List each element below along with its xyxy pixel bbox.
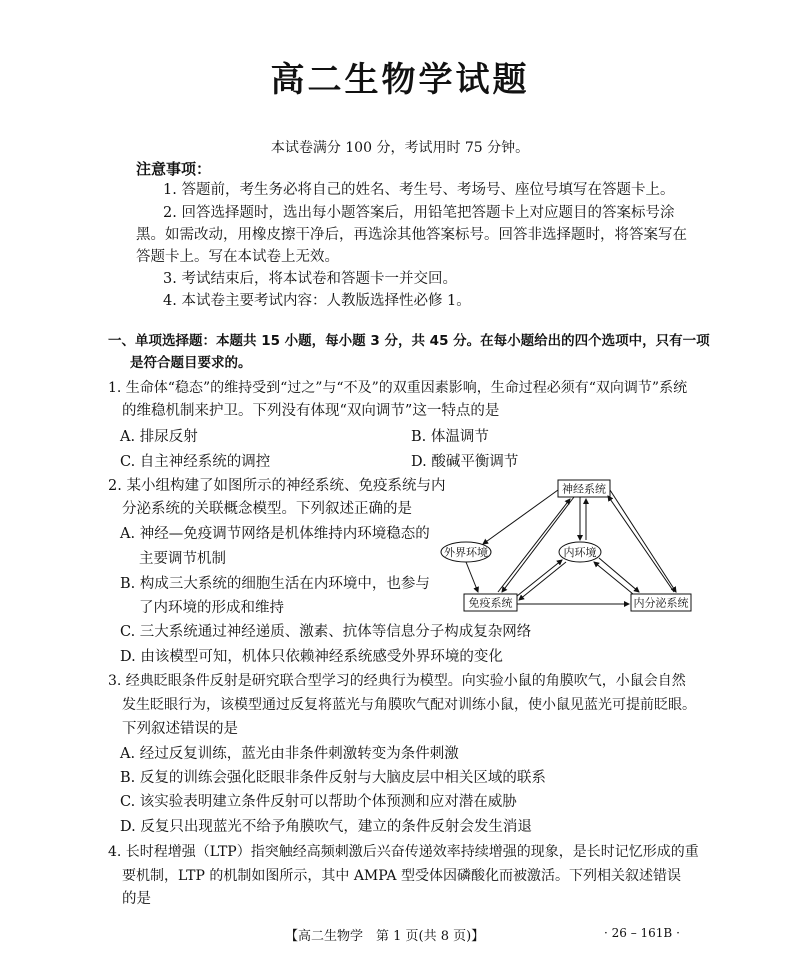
notice-item: 黑。如需改动，用橡皮擦干净后，再选涂其他答案标号。回答非选择题时，将答案写在 xyxy=(136,227,687,243)
internal-env-label: 内环境 xyxy=(563,546,597,559)
q2-option-a-cont: 主要调节机制 xyxy=(139,551,226,567)
section-heading: 一、单项选择题：本题共 15 小题，每小题 3 分，共 45 分。在每小题给出的四个选项中，只有一项 xyxy=(108,333,710,349)
notice-item: 答题卡上。写在本试卷上无效。 xyxy=(136,249,339,265)
q2-stem: 2. 某小组构建了如图所示的神经系统、免疫系统与内 xyxy=(108,478,446,494)
immune-system-label: 免疫系统 xyxy=(468,596,513,610)
q1-option-a: A. 排尿反射 xyxy=(120,429,198,445)
q4-stem-cont: 要机制，LTP 的机制如图所示，其中 AMPA 型受体因磷酸化而被激活。下列相关叙述错误 xyxy=(122,868,681,884)
q2-option-c: C. 三大系统通过神经递质、激素、抗体等信息分子构成复杂网络 xyxy=(120,624,532,640)
q3-stem: 3. 经典眨眼条件反射是研究联合型学习的经典行为模型。向实验小鼠的角膜吹气，小鼠会自然 xyxy=(108,673,686,689)
q3-option-d: D. 反复只出现蓝光不给予角膜吹气，建立的条件反射会发生消退 xyxy=(120,819,532,835)
page-title: 高二生物学试题 xyxy=(270,60,530,100)
q2-option-a: A. 神经—免疫调节网络是机体维持内环境稳态的 xyxy=(120,526,430,542)
q3-option-a: A. 经过反复训练，蓝光由非条件刺激转变为条件刺激 xyxy=(120,746,459,762)
page-footer: 【高二生物学 第 1 页(共 8 页)】 xyxy=(285,929,485,944)
q3-option-b: B. 反复的训练会强化眨眼非条件反射与大脑皮层中相关区域的联系 xyxy=(120,770,546,786)
notice-item: 2. 回答选择题时，选出每小题答案后，用铅笔把答题卡上对应题目的答案标号涂 xyxy=(163,205,675,221)
notice-item: 4. 本试卷主要考试内容：人教版选择性必修 1。 xyxy=(163,293,471,309)
q2-option-d: D. 由该模型可知，机体只依赖神经系统感受外界环境的变化 xyxy=(120,649,503,665)
q1-stem-cont: 的维稳机制来护卫。下列没有体现“双向调节”这一特点的是 xyxy=(122,403,500,419)
notice-item: 1. 答题前，考生务必将自己的姓名、考生号、考场号、座位号填写在答题卡上。 xyxy=(163,182,675,198)
q2-option-b: B. 构成三大系统的细胞生活在内环境中，也参与 xyxy=(120,576,430,592)
concept-diagram xyxy=(440,476,695,618)
q4-stem-cont2: 的是 xyxy=(122,891,151,907)
exam-info: 本试卷满分 100 分，考试用时 75 分钟。 xyxy=(270,140,530,156)
q3-stem-cont: 发生眨眼行为，该模型通过反复将蓝光与角膜吹气配对训练小鼠，使小鼠见蓝光可提前眨眼。 xyxy=(122,697,696,713)
q1-option-d: D. 酸碱平衡调节 xyxy=(411,454,519,470)
exam-code: · 26 – 161B · xyxy=(604,926,680,940)
nervous-system-label: 神经系统 xyxy=(562,482,606,496)
notice-heading: 注意事项： xyxy=(136,160,212,178)
q2-stem-cont: 分泌系统的关联概念模型。下列叙述正确的是 xyxy=(122,501,412,517)
q3-stem-cont2: 下列叙述错误的是 xyxy=(122,721,238,737)
q3-option-c: C. 该实验表明建立条件反射可以帮助个体预测和应对潜在威胁 xyxy=(120,794,517,810)
q1-stem: 1. 生命体“稳态”的维持受到“过之”与“不及”的双重因素影响，生命过程必须有“双向调节”系统 xyxy=(108,380,688,396)
q2-option-b-cont: 了内环境的形成和维持 xyxy=(139,600,284,616)
external-env-label: 外界环境 xyxy=(444,546,488,559)
q4-stem: 4. 长时程增强（LTP）指突触经高频刺激后兴奋传递效率持续增强的现象，是长时记忆形成的重 xyxy=(108,844,699,860)
endocrine-system-label: 内分泌系统 xyxy=(633,596,689,610)
q1-option-c: C. 自主神经系统的调控 xyxy=(120,454,271,470)
notice-item: 3. 考试结束后，将本试卷和答题卡一并交回。 xyxy=(163,271,457,287)
section-heading-cont: 是符合题目要求的。 xyxy=(130,355,252,371)
q1-option-b: B. 体温调节 xyxy=(411,429,489,445)
